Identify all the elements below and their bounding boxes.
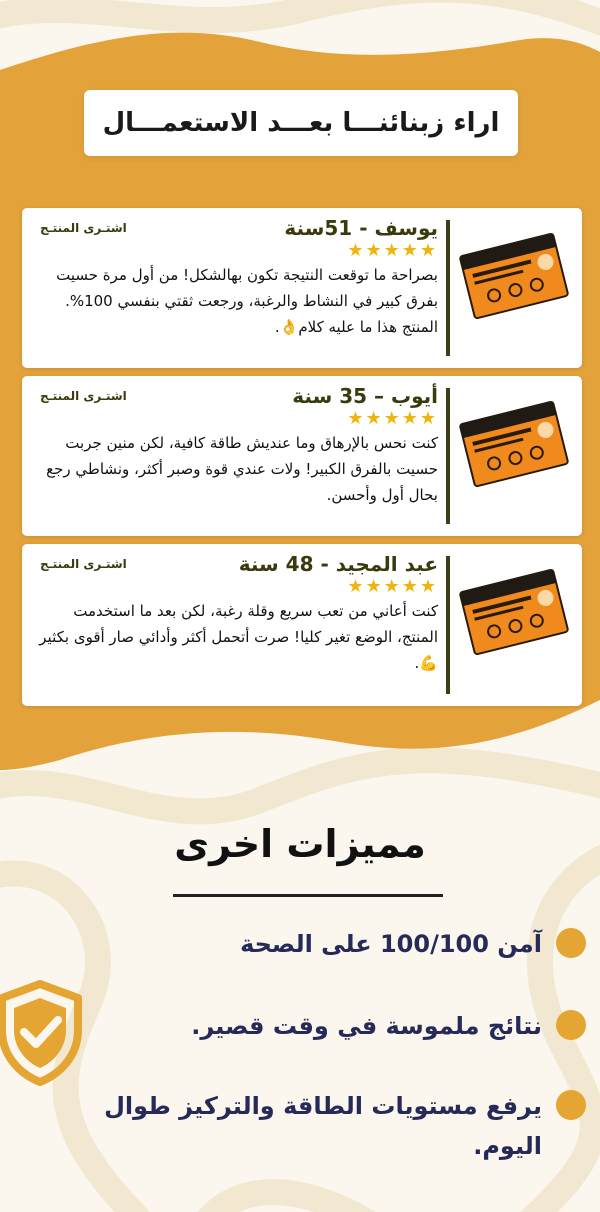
product-box-icon (454, 394, 574, 494)
review-body (30, 384, 438, 508)
review-body (30, 552, 438, 676)
product-box-icon (454, 562, 574, 662)
feature-bullet (556, 1090, 586, 1120)
star-rating: ★★★★★ (347, 408, 438, 429)
review-card (22, 376, 582, 536)
star-rating: ★★★★★ (347, 240, 438, 261)
reviewer-name: عبد المجيد - 48 سنة (238, 552, 438, 576)
reviews-title-box (84, 90, 518, 156)
review-text: بصراحة ما توقعت النتيجة تكون بهالشكل! من أول مرة حسيت بفرق كبير في النشاط والرغبة، ورجعت ثقتي بنفسي 100%. المنتج هذا ما عليه كلام👌. (56, 266, 438, 336)
review-card (22, 208, 582, 368)
feature-bullet (556, 1010, 586, 1040)
reviewer-name: أيوب – 35 سنة (292, 384, 438, 408)
purchased-tag: اشتـرى المنتـج (40, 557, 127, 571)
card-divider (446, 556, 450, 694)
card-divider (446, 220, 450, 356)
feature-text: يرفع مستويات الطاقة والتركيز طوال اليوم. (104, 1092, 542, 1160)
card-divider (446, 388, 450, 524)
review-body (30, 216, 438, 340)
review-card (22, 544, 582, 706)
feature-bullet (556, 928, 586, 958)
feature-item (30, 1086, 586, 1166)
product-box-icon (454, 226, 574, 326)
feature-item (30, 924, 586, 964)
feature-text: آمن 100/100 على الصحة (240, 930, 542, 958)
feature-item (30, 1006, 586, 1046)
feature-text: نتائج ملموسة في وقت قصير. (191, 1012, 542, 1040)
purchased-tag: اشتـرى المنتـج (40, 389, 127, 403)
features-title: مميزات اخرى (174, 822, 426, 866)
star-rating: ★★★★★ (347, 576, 438, 597)
reviewer-name: يوسف - 51سنة (284, 216, 438, 240)
features-title-underline (173, 894, 443, 897)
review-text: كنت نحس بالإرهاق وما عنديش طاقة كافية، لكن منين جربت حسيت بالفرق الكبير! ولات عندي قوة وصبر أكثر، ونشاطي رجع بحال أول وأحسن. (46, 434, 438, 504)
review-text: كنت أعاني من تعب سريع وقلة رغبة، لكن بعد ما استخدمت المنتج، الوضع تغير كليا! صرت أتحمل أكثر وأدائي صار أقوى بكثير💪. (39, 602, 438, 672)
reviews-title: اراء زبنائنـــا بعـــد الاستعمـــال (102, 108, 500, 138)
purchased-tag: اشتـرى المنتـج (40, 221, 127, 235)
